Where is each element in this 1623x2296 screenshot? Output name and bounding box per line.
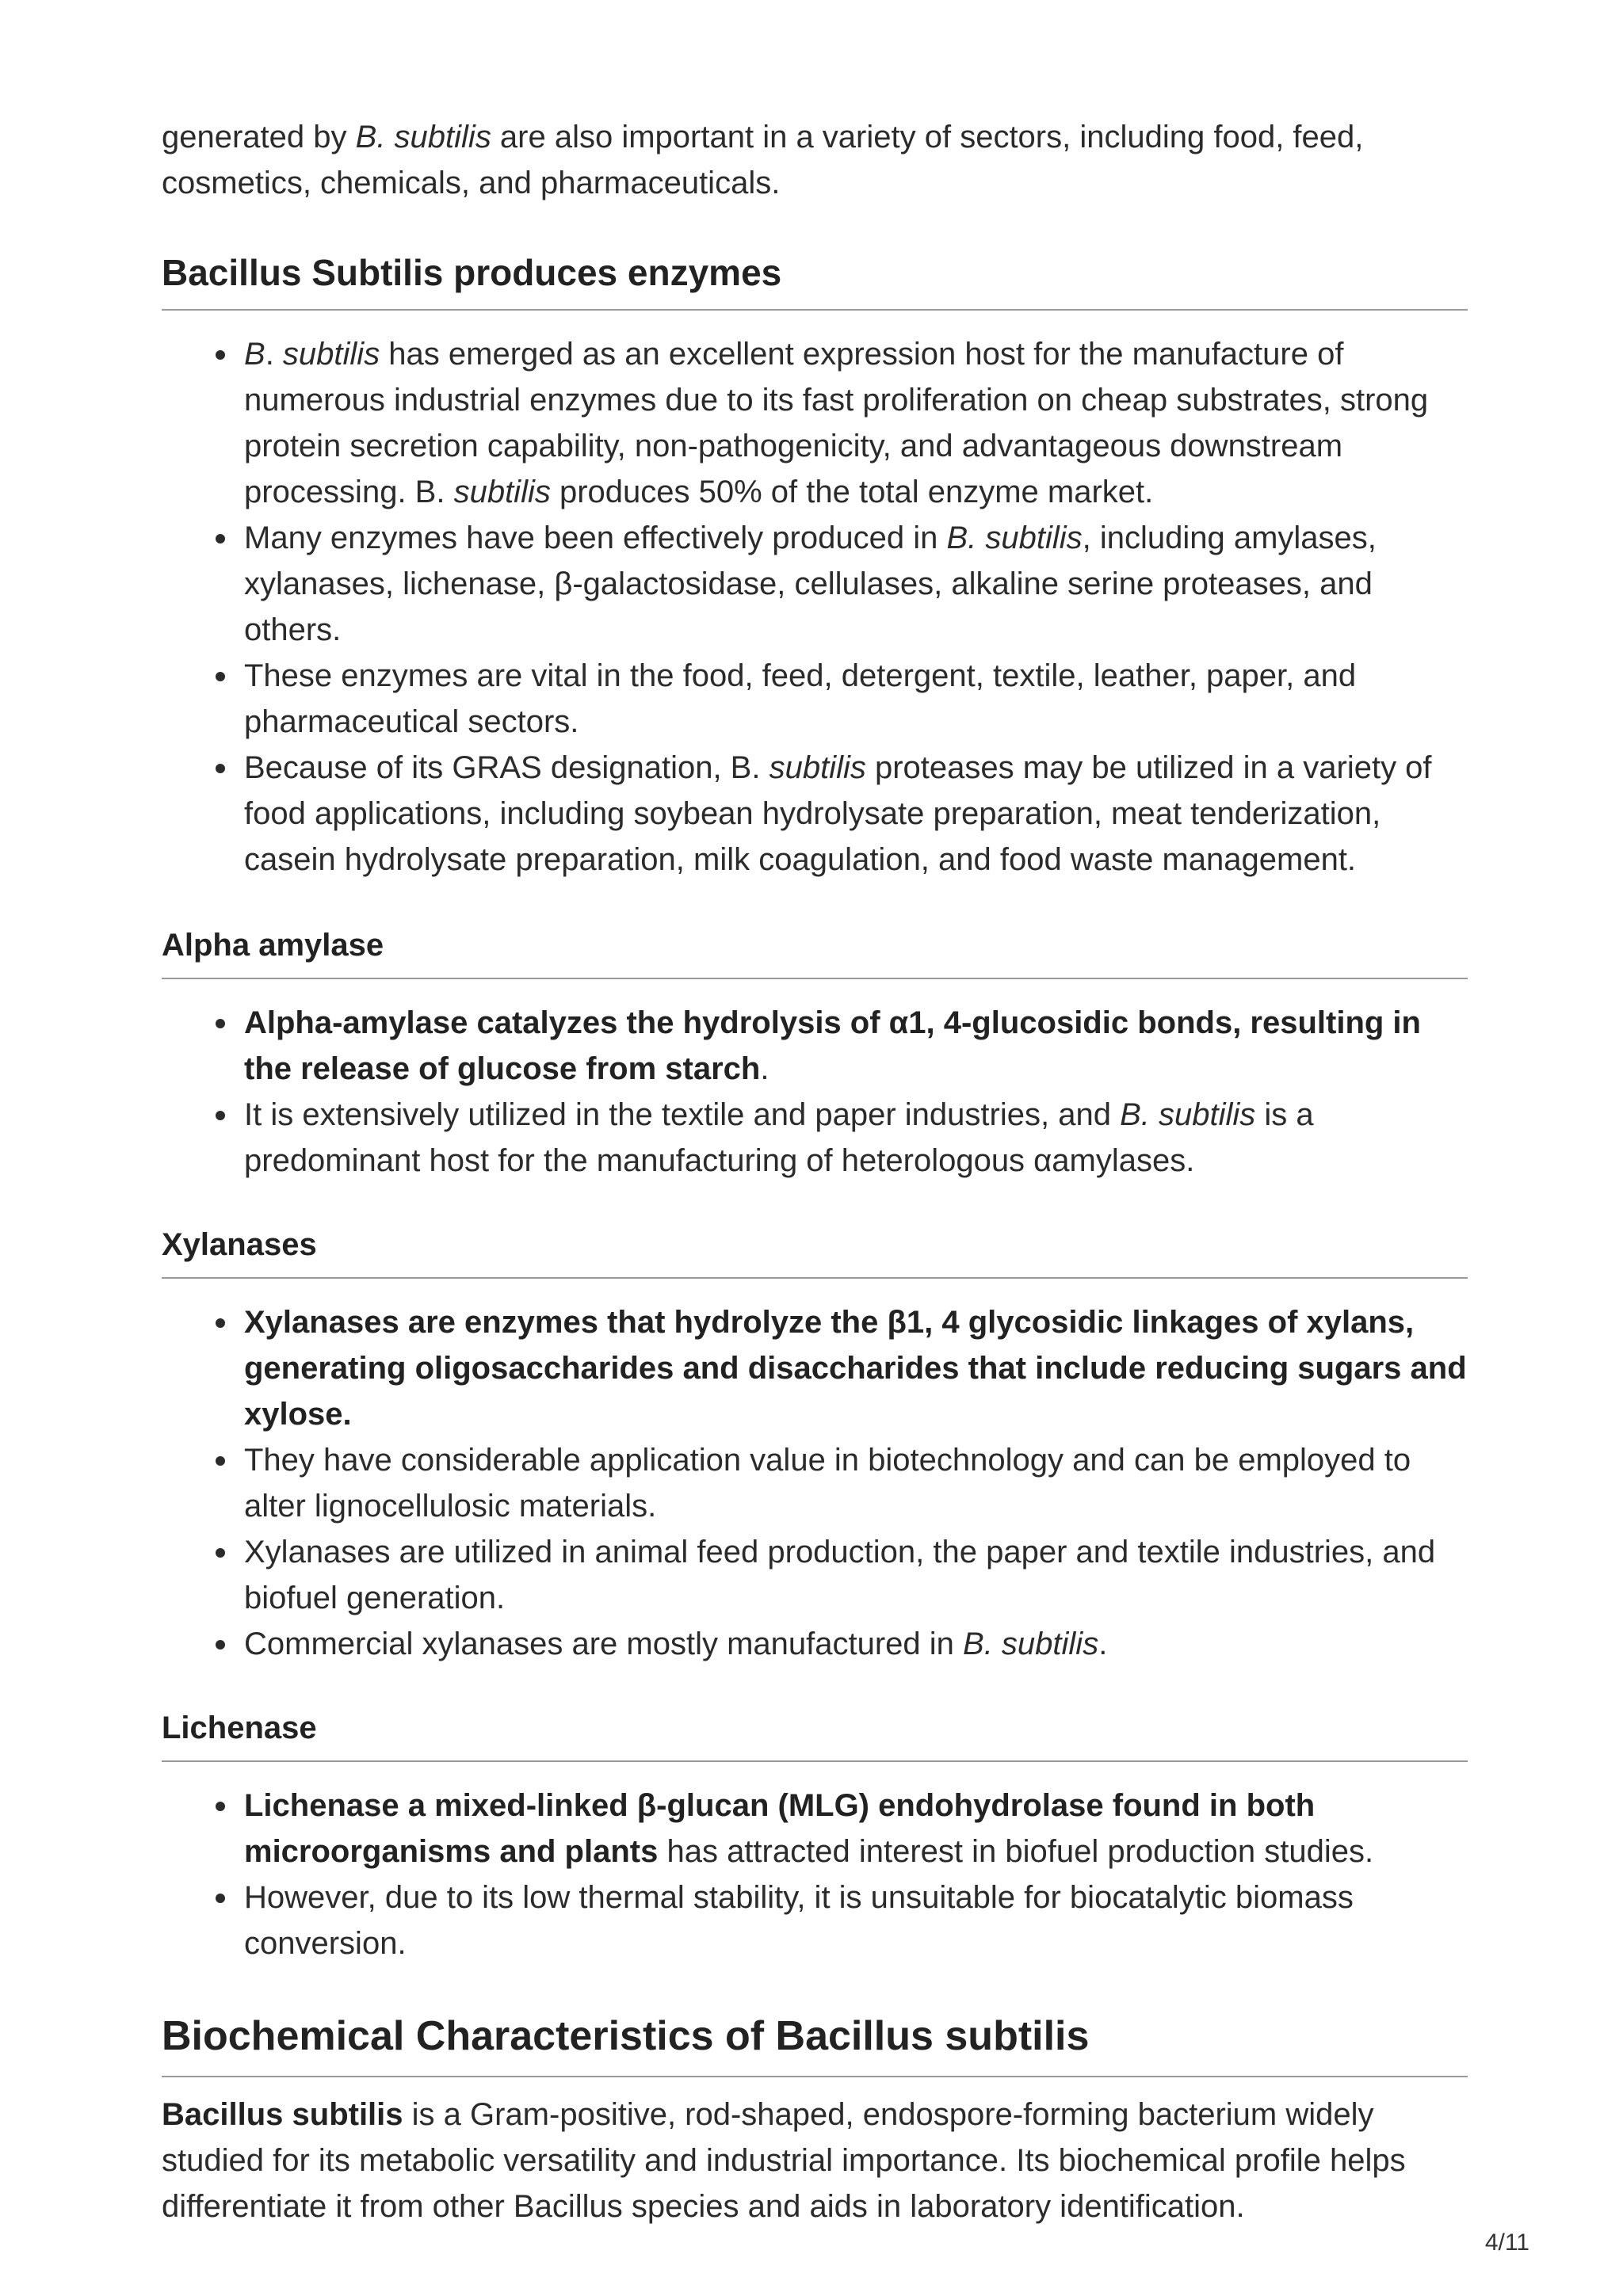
- heading-alpha-amylase: Alpha amylase: [162, 925, 1468, 979]
- intro-paragraph: generated by B. subtilis are also important in a variety of sectors, including food, feed, cosmetics, chemicals, and pharmaceuticals.: [162, 120, 1364, 200]
- species-name: B. subtilis: [355, 120, 491, 154]
- list-item: B. subtilis has emerged as an excellent expression host for the manufacture of numerous industrial enzymes due to its fast proliferation on cheap substrates, strong protein secretion capability, non-pathogenicity, and advantageous downstream processing. B. subtilis produces 50% of the total enzyme market.: [244, 331, 1468, 515]
- list-item: Xylanases are utilized in animal feed production, the paper and textile industries, and biofuel generation.: [244, 1529, 1468, 1621]
- heading-biochemical: Biochemical Characteristics of Bacillus subtilis: [162, 2011, 1468, 2077]
- list-enzymes: [162, 331, 1468, 883]
- list-item: However, due to its low thermal stability, it is unsuitable for biocatalytic biomass conversion.: [244, 1875, 1468, 1966]
- list-xylanases: [162, 1299, 1468, 1667]
- heading-xylanases: Xylanases: [162, 1225, 1468, 1279]
- list-item: Commercial xylanases are mostly manufactured in B. subtilis.: [244, 1621, 1468, 1667]
- list-item: It is extensively utilized in the textile and paper industries, and B. subtilis is a predominant host for the manufacturing of heterologous αamylases.: [244, 1092, 1468, 1184]
- list-lichenase: [162, 1783, 1468, 1966]
- list-item: Many enzymes have been effectively produced in B. subtilis, including amylases, xylanases, lichenase, β-galactosidase, cellulases, alkaline serine proteases, and others.: [244, 515, 1468, 653]
- heading-lichenase: Lichenase: [162, 1708, 1468, 1762]
- list-item: They have considerable application value in biotechnology and can be employed to alter lignocellulosic materials.: [244, 1437, 1468, 1529]
- page-number: 4/11: [1484, 2229, 1529, 2256]
- list-item: Lichenase a mixed-linked β-glucan (MLG) endohydrolase found in both microorganisms and plants has attracted interest in biofuel production studies.: [244, 1783, 1468, 1875]
- list-alpha-amylase: [162, 1000, 1468, 1184]
- list-item: Alpha-amylase catalyzes the hydrolysis of α1, 4-glucosidic bonds, resulting in the release of glucose from starch.: [244, 1000, 1468, 1092]
- heading-enzymes: Bacillus Subtilis produces enzymes: [162, 250, 1468, 311]
- list-item: These enzymes are vital in the food, feed, detergent, textile, leather, paper, and pharmaceutical sectors.: [244, 653, 1468, 745]
- biochemical-paragraph: Bacillus subtilis is a Gram-positive, rod-shaped, endospore-forming bacterium widely studied for its metabolic versatility and industrial importance. Its biochemical profile helps differentiate it from other Bacillus species and aids in laboratory identification.: [162, 2097, 1406, 2224]
- list-item: Because of its GRAS designation, B. subtilis proteases may be utilized in a variety of food applications, including soybean hydrolysate preparation, meat tenderization, casein hydrolysate preparation, milk coagulation, and food waste management.: [244, 745, 1468, 883]
- list-item: Xylanases are enzymes that hydrolyze the β1, 4 glycosidic linkages of xylans, generating oligosaccharides and disaccharides that include reducing sugars and xylose.: [244, 1299, 1468, 1437]
- document-page: [162, 0, 1468, 2229]
